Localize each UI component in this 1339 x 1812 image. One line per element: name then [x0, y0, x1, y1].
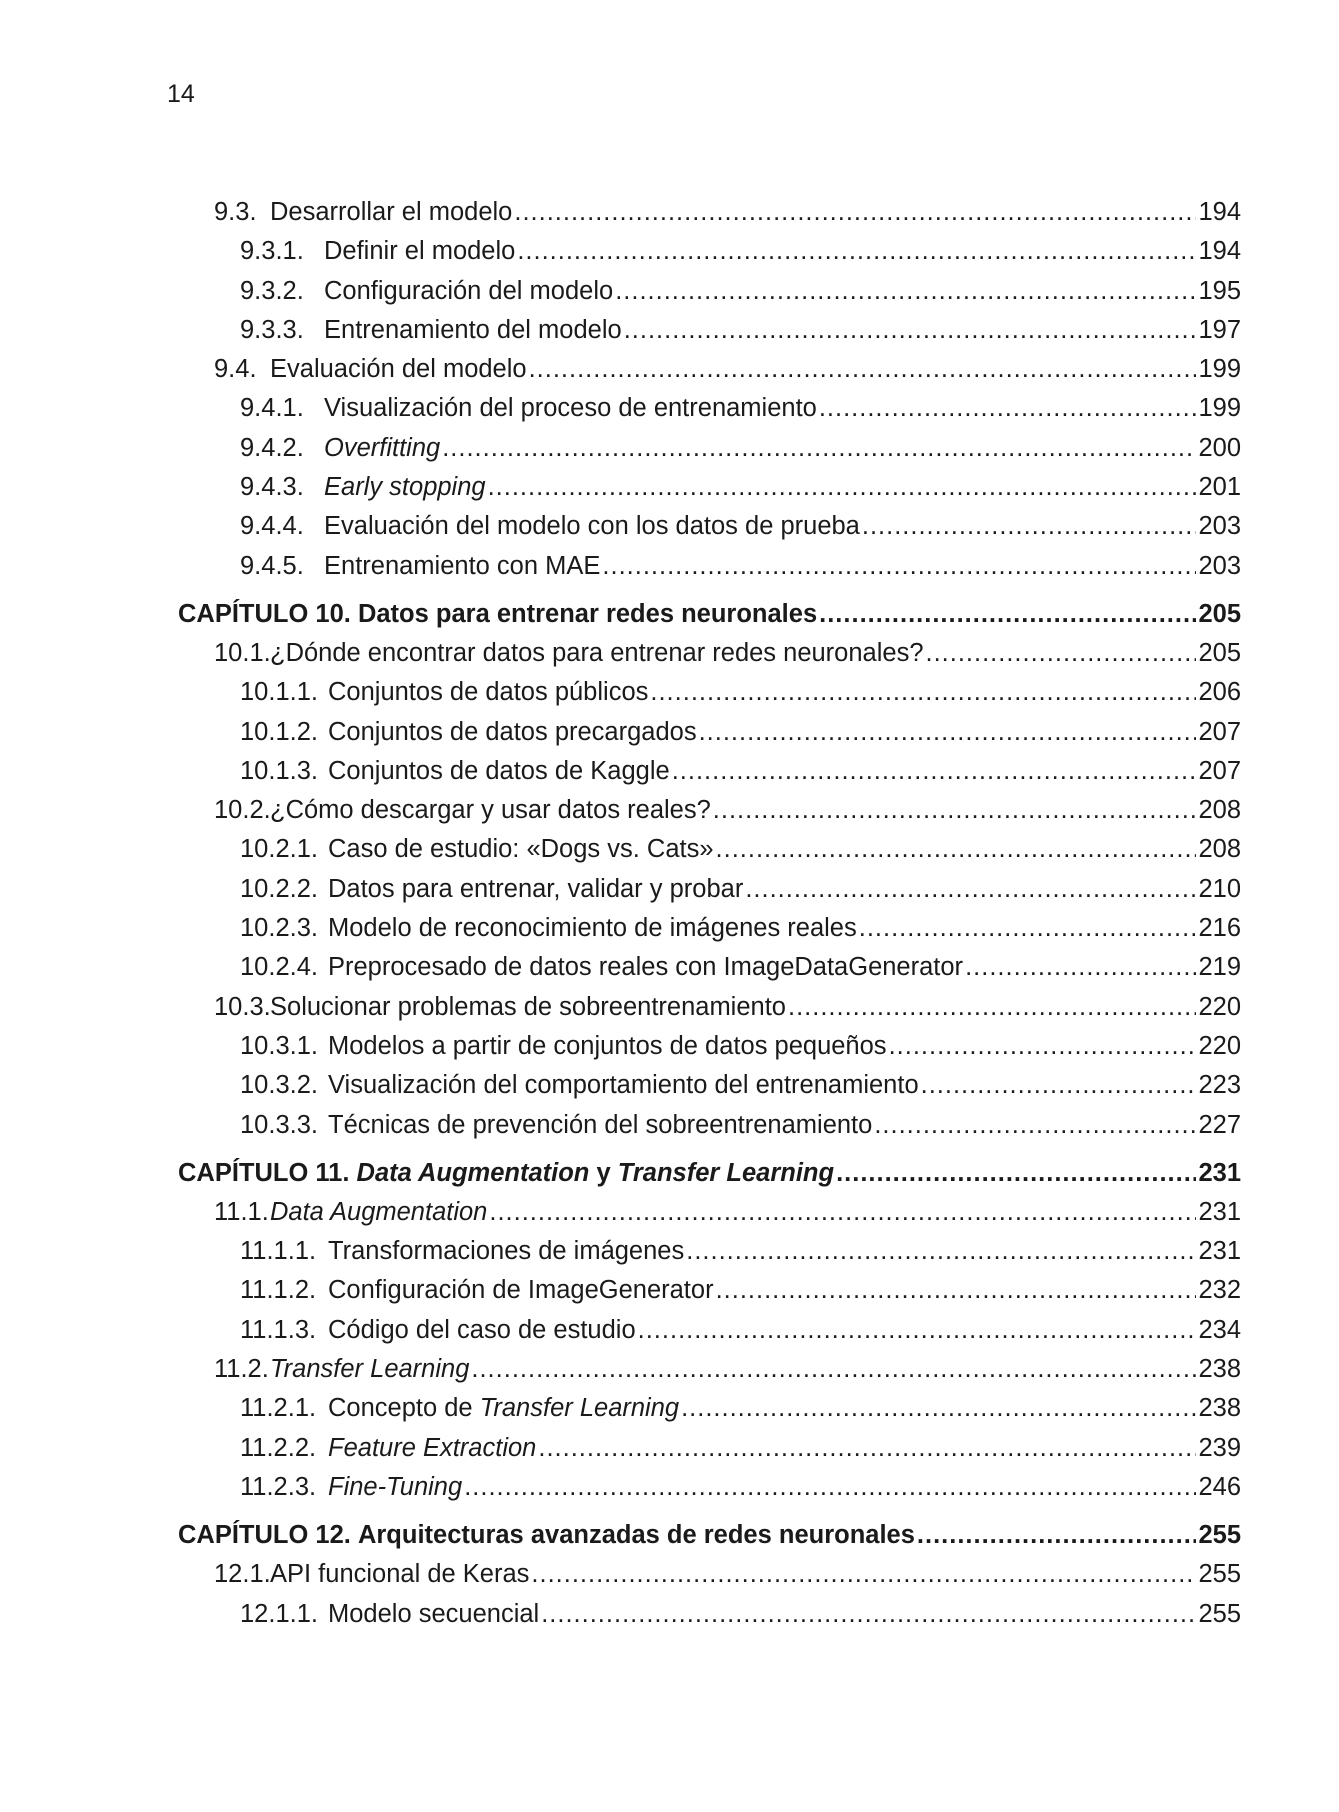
toc-entry-number: 10.2.1.: [240, 835, 318, 864]
toc-entry: [178, 914, 1241, 953]
toc-entry-page: 194: [1198, 237, 1241, 266]
toc-entry-number: 9.3.2.: [240, 276, 304, 305]
toc-chapter-entry: [178, 1159, 1241, 1198]
toc-entry-number: 11.1.3.: [240, 1315, 317, 1344]
dot-leader: [638, 1316, 1197, 1345]
toc-entry-page: 239: [1198, 1433, 1241, 1462]
toc-entry-title: Entrenamiento del modelo: [324, 315, 622, 344]
toc-entry-title: Visualización del proceso de entrenamiento: [324, 394, 817, 423]
dot-leader: [862, 512, 1197, 541]
toc-entry: [178, 316, 1241, 355]
toc-entry-number: 10.2.2.: [240, 874, 318, 903]
toc-entry-title: Técnicas de prevención del sobreentrenamiento: [328, 1110, 873, 1139]
toc-entry: [178, 512, 1241, 551]
toc-entry-number: 11.1.1.: [240, 1237, 317, 1266]
toc-entry-page: 195: [1198, 276, 1241, 305]
toc-entry-page: 231: [1198, 1237, 1241, 1266]
toc-entry: [178, 1276, 1241, 1315]
toc-entry-page: 205: [1198, 599, 1241, 628]
toc-entry: [178, 1394, 1241, 1433]
toc-entry-title: Transfer Learning: [270, 1355, 470, 1384]
dot-leader: [489, 1198, 1196, 1227]
dot-leader: [921, 1071, 1197, 1100]
dot-leader: [836, 1159, 1196, 1188]
toc-entry: [178, 1560, 1241, 1599]
toc-entry-page: 199: [1198, 394, 1241, 423]
toc-entry-page: 203: [1198, 512, 1241, 541]
toc-entry-number: 9.3.1.: [240, 237, 304, 266]
dot-leader: [541, 1600, 1196, 1629]
toc-entry-page: 227: [1198, 1110, 1241, 1139]
toc-entry-number: 11.2.1.: [240, 1394, 317, 1423]
toc-entry-page: 255: [1198, 1521, 1241, 1550]
dot-leader: [699, 718, 1197, 747]
toc-entry-title: Solucionar problemas de sobreentrenamiento: [270, 992, 786, 1021]
dot-leader: [917, 1521, 1197, 1550]
page-number: 14: [167, 80, 195, 108]
dot-leader: [488, 473, 1197, 502]
toc-entry-page: 205: [1198, 638, 1241, 667]
dot-leader: [926, 639, 1197, 668]
toc-entry: [178, 835, 1241, 874]
toc-entry-page: 208: [1198, 835, 1241, 864]
toc-entry-number: 11.1.2.: [240, 1276, 317, 1305]
toc-entry-page: 238: [1198, 1355, 1241, 1384]
toc-entry-title: Definir el modelo: [324, 237, 516, 266]
toc-entry: [178, 718, 1241, 757]
toc-entry-page: 220: [1198, 1031, 1241, 1060]
dot-leader: [650, 678, 1196, 707]
toc-entry-title: Data Augmentation y Transfer Learning: [356, 1158, 835, 1187]
dot-leader: [529, 355, 1197, 384]
toc-entry-title: Transformaciones de imágenes: [328, 1237, 685, 1266]
toc-entry-page: 210: [1198, 874, 1241, 903]
toc-entry: [178, 1198, 1241, 1237]
dot-leader: [442, 434, 1196, 463]
toc-entry-number: CAPÍTULO 12.: [178, 1521, 358, 1550]
toc-entry: [178, 796, 1241, 835]
toc-entry: [178, 639, 1241, 678]
toc-entry-page: 201: [1198, 473, 1241, 502]
dot-leader: [859, 914, 1197, 943]
toc-entry-title: Código del caso de estudio: [328, 1315, 636, 1344]
toc-entry-number: 9.4.: [214, 355, 257, 384]
toc-entry-page: 207: [1198, 717, 1241, 746]
toc-entry-number: 9.3.: [214, 198, 257, 226]
toc-entry-number: 10.3.2.: [240, 1071, 318, 1100]
toc-entry: [178, 552, 1241, 591]
toc-entry-number: 10.3.3.: [240, 1110, 318, 1139]
toc-entry-page: 216: [1198, 914, 1241, 943]
toc-entry-page: 232: [1198, 1276, 1241, 1305]
toc-entry-number: 9.4.4.: [240, 512, 304, 541]
toc-entry-page: 200: [1198, 433, 1241, 462]
dot-leader: [531, 1560, 1196, 1589]
dot-leader: [624, 316, 1197, 345]
toc-entry: [178, 1600, 1241, 1639]
toc-entry-title: Evaluación del modelo con los datos de prueba: [324, 512, 860, 541]
toc-entry-page: 238: [1198, 1394, 1241, 1423]
toc-entry-page: 220: [1198, 992, 1241, 1021]
toc-entry-title: Evaluación del modelo: [270, 355, 527, 384]
dot-leader: [889, 1032, 1197, 1061]
toc-entry: [178, 1473, 1241, 1512]
toc-entry-number: 11.2.2.: [240, 1433, 317, 1462]
dot-leader: [602, 552, 1196, 581]
toc-entry-title: Conjuntos de datos precargados: [328, 717, 697, 746]
toc-entry-page: 231: [1198, 1158, 1241, 1187]
dot-leader: [716, 835, 1197, 864]
toc-entry: [178, 277, 1241, 316]
toc-entry-title: Preprocesado de datos reales con ImageDataGenerator: [328, 953, 964, 982]
toc-entry-page: 197: [1198, 315, 1241, 344]
dot-leader: [686, 1237, 1196, 1266]
dot-leader: [517, 237, 1196, 266]
toc-entry-title: Datos para entrenar redes neuronales: [357, 599, 818, 628]
toc-entry-page: 223: [1198, 1071, 1241, 1100]
toc-entry-title: Modelo de reconocimiento de imágenes reales: [328, 914, 857, 943]
toc-entry-number: 11.1.: [214, 1197, 269, 1226]
toc-entry-number: 11.2.3.: [240, 1472, 317, 1501]
toc-entry: [178, 1316, 1241, 1355]
toc-entry-page: 199: [1198, 355, 1241, 384]
toc-entry-page: 246: [1198, 1472, 1241, 1501]
toc-entry-title: ¿Cómo descargar y usar datos reales?: [270, 796, 711, 825]
toc-entry-title: Conjuntos de datos públicos: [328, 678, 649, 707]
toc-entry-title: Arquitecturas avanzadas de redes neuronales: [357, 1521, 915, 1550]
toc-entry: [178, 1071, 1241, 1110]
toc-entry-title: API funcional de Keras: [270, 1560, 530, 1589]
toc-entry-page: 206: [1198, 678, 1241, 707]
toc-entry: [178, 1111, 1241, 1150]
toc-chapter-entry: [178, 600, 1241, 639]
toc-entry: [178, 1355, 1241, 1394]
toc-entry-number: CAPÍTULO 11.: [178, 1158, 357, 1187]
toc-entry-number: 12.1.1.: [240, 1599, 318, 1628]
toc-entry-title: Concepto de Transfer Learning: [328, 1394, 680, 1423]
toc-entry-title: Data Augmentation: [270, 1197, 488, 1226]
dot-leader: [514, 198, 1196, 227]
toc-entry: [178, 678, 1241, 717]
toc-entry: [178, 875, 1241, 914]
dot-leader: [788, 993, 1196, 1022]
dot-leader: [672, 757, 1197, 786]
toc-entry-number: 11.2.: [214, 1355, 269, 1384]
toc-entry-page: 207: [1198, 756, 1241, 785]
toc-entry-number: 9.4.2.: [240, 433, 304, 462]
toc-entry-number: 10.2.: [214, 796, 271, 825]
dot-leader: [471, 1355, 1196, 1384]
dot-leader: [874, 1111, 1196, 1140]
toc-entry-number: 10.2.3.: [240, 914, 318, 943]
toc-entry-number: 9.4.3.: [240, 473, 304, 502]
toc-entry-number: 10.2.4.: [240, 953, 318, 982]
dot-leader: [745, 875, 1196, 904]
toc-entry: [178, 237, 1241, 276]
toc-entry: [178, 394, 1241, 433]
toc-entry: [178, 434, 1241, 473]
toc-entry-title: Modelo secuencial: [328, 1599, 540, 1628]
toc-entry-page: 208: [1198, 796, 1241, 825]
toc-entry-title: Visualización del comportamiento del entrenamiento: [328, 1071, 919, 1100]
dot-leader: [681, 1394, 1196, 1423]
toc-entry-number: 10.1.3.: [240, 756, 318, 785]
toc-entry-title: Datos para entrenar, validar y probar: [328, 874, 744, 903]
toc-entry-title: Modelos a partir de conjuntos de datos pequeños: [328, 1031, 887, 1060]
toc-entry-title: Configuración de ImageGenerator: [328, 1276, 714, 1305]
toc-entry-number: 10.1.2.: [240, 717, 318, 746]
toc-entry: [178, 1237, 1241, 1276]
toc-entry-title: Overfitting: [324, 433, 441, 462]
toc-entry-title: Entrenamiento con MAE: [324, 551, 601, 580]
toc-entry-page: 194: [1198, 198, 1241, 226]
table-of-contents: [178, 198, 1241, 1639]
toc-entry-number: 10.3.: [214, 992, 271, 1021]
toc-entry: [178, 473, 1241, 512]
toc-entry: [178, 757, 1241, 796]
toc-entry-page: 203: [1198, 551, 1241, 580]
toc-entry-number: 9.4.5.: [240, 551, 304, 580]
toc-entry-number: 10.1.1.: [240, 678, 318, 707]
toc-entry-title: Conjuntos de datos de Kaggle: [328, 756, 670, 785]
toc-entry: [178, 993, 1241, 1032]
toc-entry: [178, 355, 1241, 394]
toc-entry-page: 234: [1198, 1315, 1241, 1344]
toc-entry-title: Desarrollar el modelo: [270, 198, 513, 226]
toc-entry-title: Configuración del modelo: [324, 276, 614, 305]
toc-entry-page: 219: [1198, 953, 1241, 982]
toc-entry: [178, 953, 1241, 992]
dot-leader: [819, 600, 1196, 629]
toc-entry-number: 10.3.1.: [240, 1031, 318, 1060]
dot-leader: [965, 953, 1196, 982]
dot-leader: [464, 1473, 1196, 1502]
dot-leader: [538, 1434, 1196, 1463]
dot-leader: [716, 1276, 1197, 1305]
toc-entry: [178, 1434, 1241, 1473]
toc-entry-page: 255: [1198, 1560, 1241, 1589]
toc-entry-title: Fine-Tuning: [328, 1472, 463, 1501]
toc-entry-title: Early stopping: [324, 473, 486, 502]
toc-entry-number: CAPÍTULO 10.: [178, 599, 358, 628]
toc-entry-number: 12.1.: [214, 1560, 271, 1589]
toc-entry-number: 9.3.3.: [240, 315, 304, 344]
toc-chapter-entry: [178, 1521, 1241, 1560]
toc-entry: [178, 1032, 1241, 1071]
dot-leader: [615, 277, 1196, 306]
toc-entry-page: 231: [1198, 1197, 1241, 1226]
toc-entry-number: 10.1.: [214, 638, 271, 667]
toc-entry-page: 255: [1198, 1599, 1241, 1628]
dot-leader: [713, 796, 1197, 825]
toc-entry-title: Caso de estudio: «Dogs vs. Cats»: [328, 835, 714, 864]
toc-entry: [178, 198, 1241, 237]
toc-entry-number: 9.4.1.: [240, 394, 304, 423]
toc-entry-title: ¿Dónde encontrar datos para entrenar redes neuronales?: [270, 638, 924, 667]
toc-entry-title: Feature Extraction: [328, 1433, 537, 1462]
dot-leader: [819, 394, 1197, 423]
